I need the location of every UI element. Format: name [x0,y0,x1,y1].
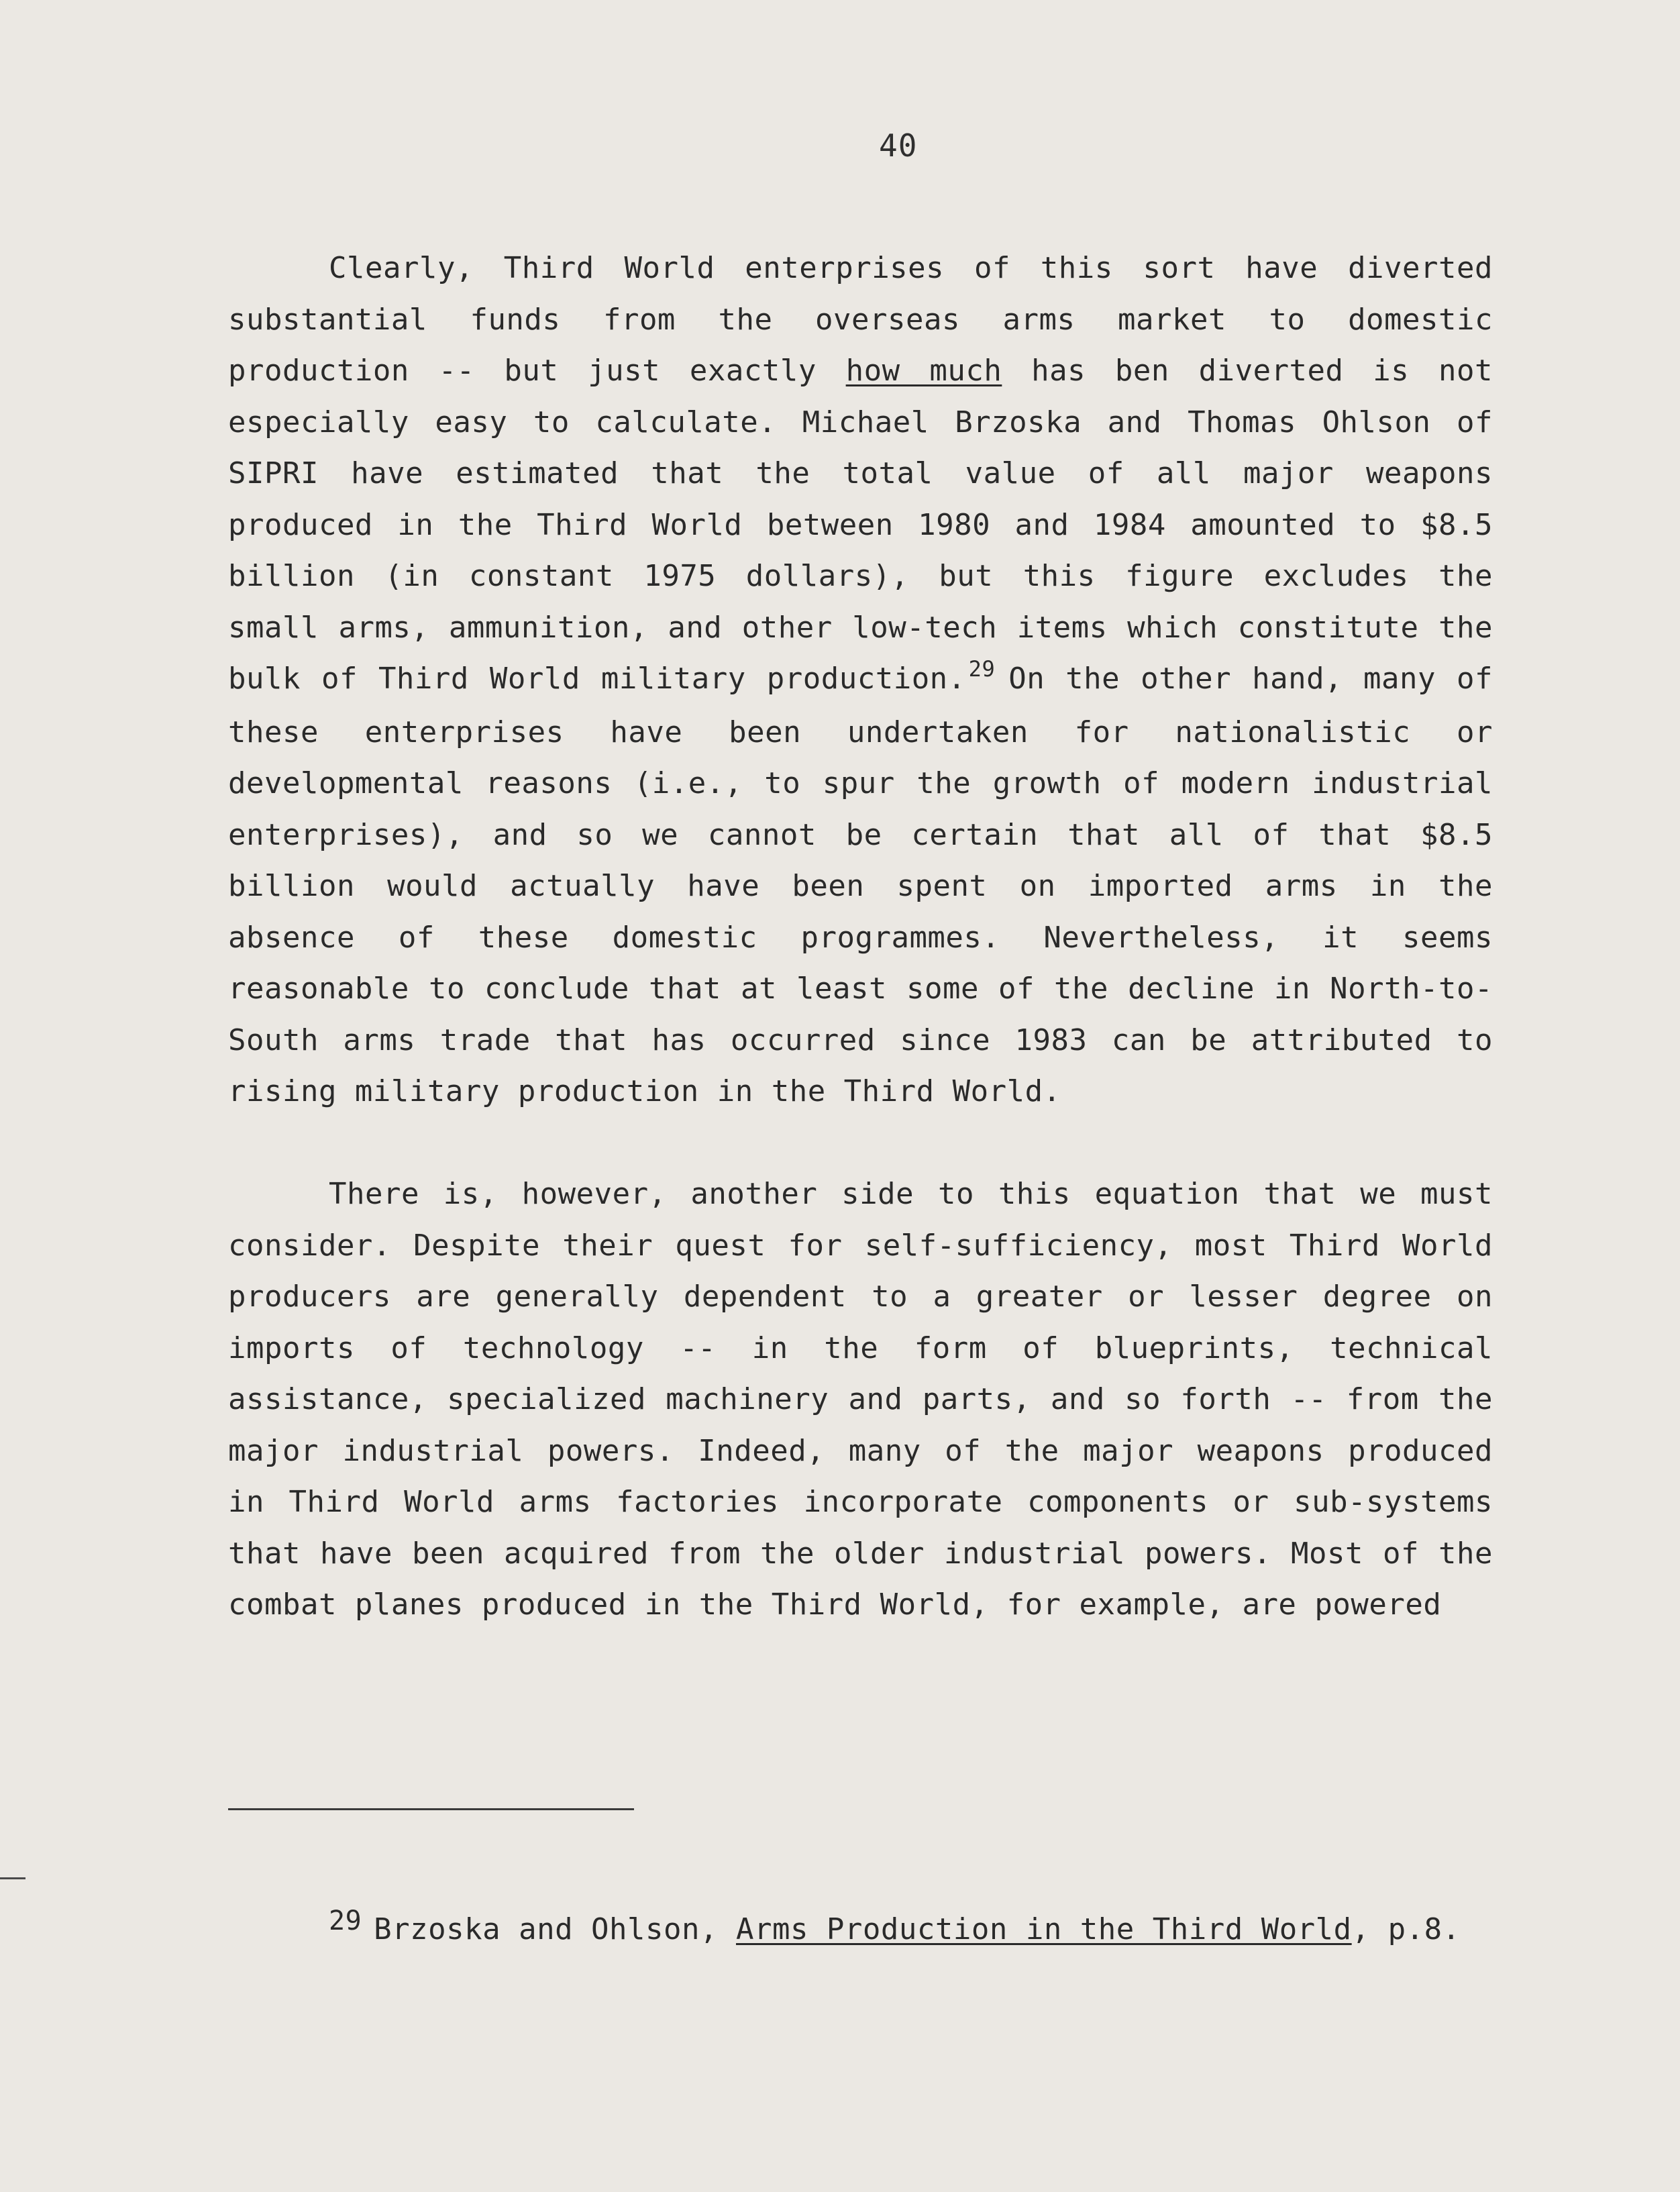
page-number: 40 [879,127,918,164]
paragraph-1-text-a: Clearly, Third World enterprises of this sort have diverted substantial funds from the overseas arms market to domestic production -- but just exactly [228,251,1493,388]
footnote-29 [228,1904,1493,1956]
paragraph-1-text-b: has ben diverted is not especially easy to calculate. Michael Brzoska and Thomas Ohlson of SIPRI have estimated that the total value of all major weapons produced in the Third World between 1980 and 1984 amounted to $8.5 billion (in constant 1975 dollars), but this figure excludes the small arms, ammunition, and other low-tech items which constitute the bulk of Third World military production. [228,354,1493,696]
footnote-number: 29 [329,1906,362,1936]
footnote-pages: , p.8. [1351,1912,1461,1946]
paragraph-1-text-c: On the other hand, many of these enterprises have been undertaken for nationalistic or developmental reasons (i.e., to spur the growth of modern industrial enterprises), and so we cannot be certain that all of that $8.5 billion would actually have been spent on imported arms in the absence of these domestic programmes. Nevertheless, it seems reasonable to conclude that at least some of the decline in North-to-South arms trade that has occurred since 1983 can be attributed to rising military production in the Third World. [228,662,1493,1108]
footnote-authors: Brzoska and Ohlson, [374,1912,736,1946]
footnote-title: Arms Production in the Third World [735,1912,1352,1946]
footnote-reference: 29 [968,656,996,682]
footnote-divider [228,1808,634,1810]
paragraph-1 [228,243,1493,1118]
emphasis-how-much: how much [845,354,1002,388]
paragraph-2: There is, however, another side to this equation that we must consider. Despite their quest for self-sufficiency, most Third World producers are generally dependent to a greater or lesser degree on imports of technology -- in the form of blueprints, technical assistance, specialized machinery and parts, and so forth -- from the major industrial powers. Indeed, many of the major weapons produced in Third World arms factories incorporate components or sub-systems that have been acquired from the older industrial powers. Most of the combat planes produced in the Third World, for example, are powered [228,1177,1493,1622]
margin-mark [0,1877,25,1879]
body-text [228,243,1493,1631]
